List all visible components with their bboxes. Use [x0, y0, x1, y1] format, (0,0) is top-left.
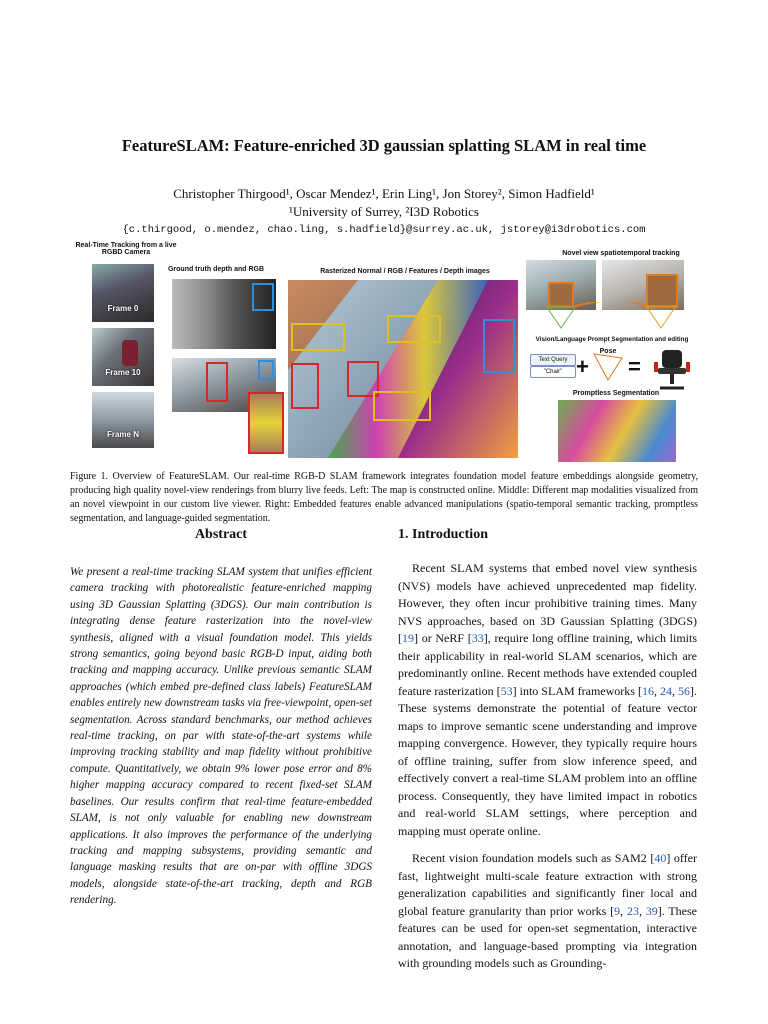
citation-link[interactable]: 24	[660, 683, 672, 698]
frustum-right	[646, 306, 676, 328]
gt-zoom-red	[248, 392, 284, 454]
label-ground-truth: Ground truth depth and RGB	[167, 266, 265, 273]
citation-link[interactable]: 19	[402, 631, 414, 645]
abstract-text: We present a real-time tracking SLAM system that unifies efficient camera tracking with photorealistic feature-enriched mapping using 3D Gaussian Splatting (3DGS). Our main contribution is integrating dense feature rasterization into the novel-view synthesis, aligned with a visual foundation model. This yields strong semantics, going beyond basic RGB-D input, aiding both tracking and mapping accuracy. Unlike previous semantic SLAM approaches (which embed pre-defined class labels) FeatureSLAM enables entirely new downstream tasks via free-viewpoint, open-set segmentation. Across standard benchmarks, our method achieves real-time tracking, on par with state-of-the-art systems while improving tracking stability and map fidelity without prohibitive compute. Quantitatively, we obtain 9% lower pose error and 8% higher mapping accuracy compared to recent fixed-set SLAM baselines. Our results confirm that real-time feature-embedded SLAM, is not only valuable for enabling new downstream applications. It also improves the performance of the underlying tracking and mapping subsystems, providing semantic and language masking results that are on-par with offline 3DGS models, alongside state-of-the-art tracking, depth and RGB rendering.	[70, 566, 372, 907]
intro-text	[398, 560, 697, 983]
label-pose: Pose	[599, 348, 617, 355]
author-emails: {c.thirgood, o.mendez, chao.ling, s.hadfield}@surrey.ac.uk, jstorey@i3drobotics.com	[122, 224, 646, 236]
label-realtime-tracking: Real-Time Tracking from a live RGBD Camera	[75, 242, 177, 256]
label-rasterized: Rasterized Normal / RGB / Features / Depth images	[320, 268, 490, 275]
intro-heading: 1. Introduction	[398, 527, 488, 542]
text-query-chip: Text Query	[530, 354, 576, 366]
citation-link[interactable]: 23	[626, 903, 639, 918]
citation-link[interactable]: 53	[500, 683, 513, 698]
gt-rgb-blue-box	[258, 360, 274, 380]
gt-depth-blue-box	[252, 283, 274, 311]
pose-frustums	[526, 302, 696, 332]
figure-1	[70, 242, 698, 464]
chair-icon	[650, 348, 696, 392]
citation-link[interactable]: 39	[645, 903, 658, 918]
frame-10-label: Frame 10	[105, 368, 141, 377]
rasterized-modalities-svg	[288, 280, 518, 458]
author-block	[0, 185, 768, 221]
pose-frustum-shape	[594, 354, 622, 380]
chair-query-chip: "Chair"	[530, 366, 576, 378]
pose-frustum-icon	[590, 350, 626, 384]
intro-paragraph-2: Recent vision foundation models such as SAM2 [40] offer fast, lightweight multi-scale feature extraction with strong generalization capabilities and significantly finer local and global feature granularity than prior works [9, 23, 39]. These features can be used for open-set segmentation, interactive annotation, and language-based prompting via integration with grounding models such as Grounding-	[398, 851, 697, 970]
gt-rgb-red-box	[206, 362, 228, 402]
label-novel-view: Novel view spatiotemporal tracking	[562, 250, 680, 257]
rasterized-image	[288, 280, 518, 458]
frame-10-image	[92, 328, 154, 386]
figure-caption: Figure 1. Overview of FeatureSLAM. Our real-time RGB-D SLAM framework integrates foundation model feature embeddings alongside geometry, producing high quality novel-view renderings from blurry live feeds. Left: The map is constructed online. Middle: Different map modalities visualized from an novel viewpoint in our custom live viewer. Right: Embedded features enable advanced manipulations (spatio-temporal semantic tracking, promptless segmentation, and language-guided segmentation.	[70, 471, 698, 524]
affiliations: ¹University of Surrey, ²I3D Robotics	[288, 204, 479, 219]
promptless-seg-image	[558, 400, 676, 462]
citation-link[interactable]: 33	[471, 631, 484, 645]
citation-link[interactable]: 16	[641, 683, 654, 698]
abstract-heading: Abstract	[194, 527, 248, 542]
equals-icon: =	[628, 354, 641, 379]
frame-n-image	[92, 392, 154, 448]
authors-line: Christopher Thirgood¹, Oscar Mendez¹, Erin Ling¹, Jon Storey², Simon Hadfield¹	[173, 186, 595, 201]
frame-0-image	[92, 264, 154, 322]
frustum-left	[546, 306, 576, 328]
frame-n-label: Frame N	[106, 430, 139, 439]
citation-link[interactable]: 56	[678, 683, 691, 698]
frame-0-label: Frame 0	[107, 304, 139, 313]
gt-depth-image	[172, 279, 276, 349]
label-promptless: Promptless Segmentation	[572, 390, 660, 397]
intro-paragraph-1: Recent SLAM systems that embed novel view synthesis (NVS) models have achieved unprecedented map fidelity. However, they often incur prohibitive training times. Many NVS approaches, based on 3D Gaussian Splatting (3DGS) [19] or NeRF [33], require long offline training, which limits their applicability in real-world SLAM scenarios, which are predominantly online. Recent methods have extended coupled feature rasterization [53] into SLAM frameworks [16, 24, 56]. These systems demonstrate the potential of feature vector maps to improve semantic scene understanding and improve mapping convergence. However, they typically require hours of offline training, suffer from slow inference speed, and effectively convert a real-time SLAM problem into an offline process. Consequently, they have limited impact in robotics and real-world SLAM settings, where perception and mapping must operate online.	[398, 561, 698, 838]
label-prompt-seg: Vision/Language Prompt Segmentation and editing	[535, 336, 689, 343]
citation-link[interactable]: 9	[614, 903, 621, 918]
plus-icon: +	[576, 354, 589, 379]
citation-link[interactable]: 40	[654, 851, 667, 865]
paper-title: FeatureSLAM: Feature-enriched 3D gaussian splatting SLAM in real time	[121, 136, 647, 155]
tracking-arrow	[576, 302, 646, 306]
